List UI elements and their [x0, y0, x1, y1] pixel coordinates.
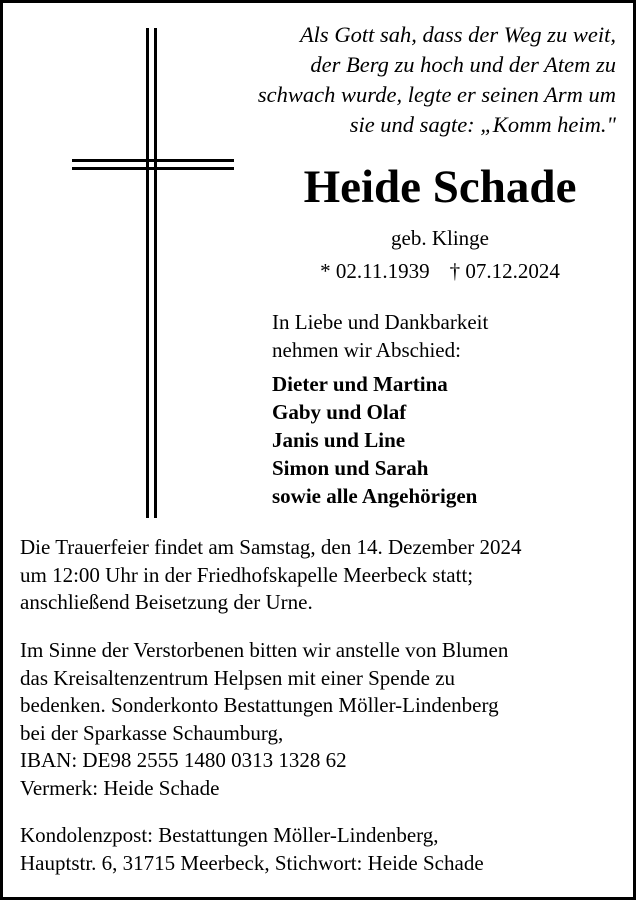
text-line: Im Sinne der Verstorbenen bitten wir anstelle von Blumen — [20, 638, 509, 662]
funeral-notice — [20, 534, 522, 617]
condolence-notice — [20, 822, 484, 877]
quote-line: schwach wurde, legte er seinen Arm um — [257, 82, 616, 107]
text-line: bedenken. Sonderkonto Bestattungen Möller-Lindenberg — [20, 693, 499, 718]
deceased-name: Heide Schade — [303, 161, 577, 213]
mourner-item: Janis und Line — [272, 428, 406, 452]
text-line: um 12:00 Uhr in der Friedhofskapelle Meerbeck statt; — [20, 562, 474, 587]
life-dates — [250, 257, 630, 285]
text-line: anschließend Beisetzung der Urne. — [20, 590, 313, 615]
mourner-item: Simon und Sarah — [272, 456, 429, 480]
quote-line: Als Gott sah, dass der Weg zu weit, — [299, 22, 616, 47]
text-line: bei der Sparkasse Schaumburg, — [20, 720, 284, 745]
death-date: † 07.12.2024 — [449, 259, 560, 283]
iban-line: IBAN: DE98 2555 1480 0313 1328 62 — [20, 748, 347, 773]
text-line: Hauptstr. 6, 31715 Meerbeck, Stichwort: Heide Schade — [20, 850, 484, 875]
mourners-list — [272, 370, 477, 510]
text-line: das Kreisaltenzentrum Helpsen mit einer Spende zu — [20, 665, 456, 690]
quote-line: sie und sagte: „Komm heim." — [349, 112, 616, 137]
farewell-intro — [272, 308, 488, 364]
maiden-name: geb. Klinge — [391, 226, 489, 250]
mourner-item: Gaby und Olaf — [272, 400, 407, 424]
quote-line: der Berg zu hoch und der Atem zu — [310, 52, 616, 77]
mourner-item: Dieter und Martina — [272, 372, 448, 396]
text-line: Die Trauerfeier findet am Samstag, den 14. Dezember 2024 — [20, 535, 522, 559]
intro-line: nehmen wir Abschied: — [272, 338, 461, 362]
intro-line: In Liebe und Dankbarkeit — [272, 310, 489, 334]
donation-notice — [20, 637, 508, 803]
text-line: Kondolenzpost: Bestattungen Möller-Lindenberg, — [20, 823, 439, 847]
memorial-quote — [196, 20, 616, 140]
mourner-item: sowie alle Angehörigen — [272, 484, 478, 508]
birth-date: * 02.11.1939 — [320, 259, 430, 283]
text-line: Vermerk: Heide Schade — [20, 775, 220, 800]
